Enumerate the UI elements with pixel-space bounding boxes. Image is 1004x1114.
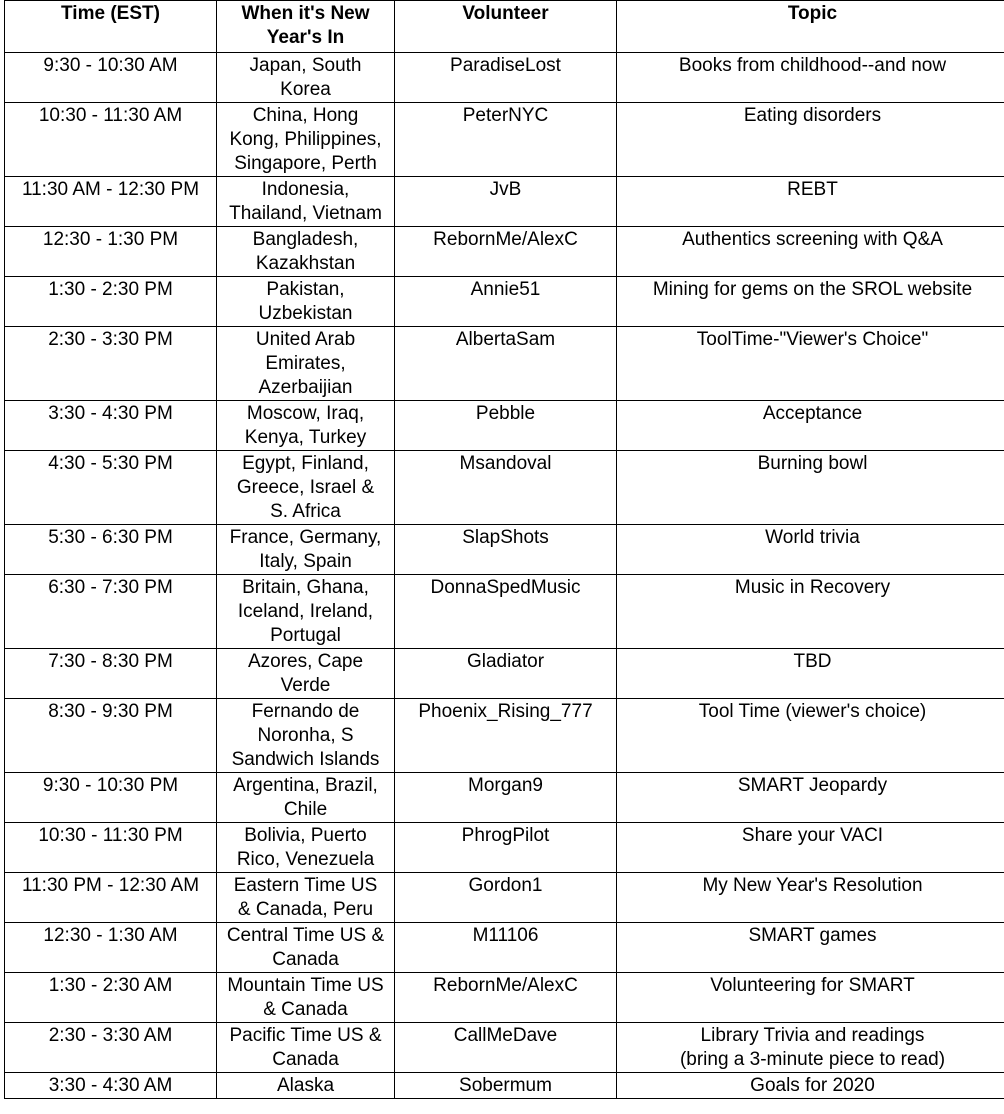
topic-cell: ToolTime-"Viewer's Choice"	[617, 327, 1004, 401]
time-cell: 6:30 - 7:30 PM	[5, 575, 217, 649]
volunteer-cell: Phoenix_Rising_777	[395, 699, 617, 773]
topic-cell: Books from childhood--and now	[617, 53, 1004, 103]
volunteer-cell: JvB	[395, 177, 617, 227]
time-cell: 3:30 - 4:30 AM	[5, 1073, 217, 1099]
topic-cell: SMART Jeopardy	[617, 773, 1004, 823]
table-row	[5, 973, 1004, 1023]
new-year-location-cell: Egypt, Finland, Greece, Israel & S. Africa	[217, 451, 395, 525]
time-cell: 12:30 - 1:30 PM	[5, 227, 217, 277]
new-year-location-cell: France, Germany, Italy, Spain	[217, 525, 395, 575]
table-row	[5, 923, 1004, 973]
header-new-year-location: When it's New Year's In	[217, 1, 395, 53]
topic-cell: Share your VACI	[617, 823, 1004, 873]
table-row	[5, 575, 1004, 649]
topic-cell: Acceptance	[617, 401, 1004, 451]
table-row	[5, 277, 1004, 327]
volunteer-cell: M11106	[395, 923, 617, 973]
new-year-location-cell: Moscow, Iraq, Kenya, Turkey	[217, 401, 395, 451]
new-year-location-cell: Mountain Time US & Canada	[217, 973, 395, 1023]
table-row	[5, 649, 1004, 699]
new-year-location-cell: Eastern Time US & Canada, Peru	[217, 873, 395, 923]
time-cell: 9:30 - 10:30 PM	[5, 773, 217, 823]
time-cell: 8:30 - 9:30 PM	[5, 699, 217, 773]
volunteer-cell: Msandoval	[395, 451, 617, 525]
volunteer-cell: Annie51	[395, 277, 617, 327]
table-row	[5, 773, 1004, 823]
topic-cell: My New Year's Resolution	[617, 873, 1004, 923]
time-cell: 10:30 - 11:30 PM	[5, 823, 217, 873]
topic-cell: Volunteering for SMART	[617, 973, 1004, 1023]
new-year-location-cell: Fernando de Noronha, S Sandwich Islands	[217, 699, 395, 773]
time-cell: 2:30 - 3:30 AM	[5, 1023, 217, 1073]
volunteer-cell: Gordon1	[395, 873, 617, 923]
volunteer-cell: DonnaSpedMusic	[395, 575, 617, 649]
topic-cell: Eating disorders	[617, 103, 1004, 177]
header-volunteer: Volunteer	[395, 1, 617, 53]
new-year-location-cell: Pacific Time US & Canada	[217, 1023, 395, 1073]
topic-cell: Library Trivia and readings (bring a 3-minute piece to read)	[617, 1023, 1004, 1073]
header-time: Time (EST)	[5, 1, 217, 53]
topic-cell: TBD	[617, 649, 1004, 699]
topic-cell: SMART games	[617, 923, 1004, 973]
schedule-table	[4, 0, 1004, 1099]
time-cell: 5:30 - 6:30 PM	[5, 525, 217, 575]
time-cell: 1:30 - 2:30 AM	[5, 973, 217, 1023]
time-cell: 7:30 - 8:30 PM	[5, 649, 217, 699]
header-row	[5, 1, 1004, 53]
table-row	[5, 525, 1004, 575]
new-year-location-cell: Bolivia, Puerto Rico, Venezuela	[217, 823, 395, 873]
topic-cell: Music in Recovery	[617, 575, 1004, 649]
topic-cell: Tool Time (viewer's choice)	[617, 699, 1004, 773]
new-year-location-cell: Central Time US & Canada	[217, 923, 395, 973]
table-row	[5, 699, 1004, 773]
volunteer-cell: Pebble	[395, 401, 617, 451]
new-year-location-cell: Bangladesh, Kazakhstan	[217, 227, 395, 277]
table-row	[5, 327, 1004, 401]
table-row	[5, 103, 1004, 177]
new-year-location-cell: Japan, South Korea	[217, 53, 395, 103]
volunteer-cell: Sobermum	[395, 1073, 617, 1099]
new-year-location-cell: Argentina, Brazil, Chile	[217, 773, 395, 823]
topic-cell: Burning bowl	[617, 451, 1004, 525]
topic-cell: Mining for gems on the SROL website	[617, 277, 1004, 327]
table-row	[5, 1023, 1004, 1073]
time-cell: 4:30 - 5:30 PM	[5, 451, 217, 525]
schedule-body	[5, 53, 1004, 1099]
time-cell: 3:30 - 4:30 PM	[5, 401, 217, 451]
table-row	[5, 451, 1004, 525]
topic-cell: REBT	[617, 177, 1004, 227]
volunteer-cell: RebornMe/AlexC	[395, 973, 617, 1023]
time-cell: 11:30 PM - 12:30 AM	[5, 873, 217, 923]
time-cell: 9:30 - 10:30 AM	[5, 53, 217, 103]
new-year-location-cell: Pakistan, Uzbekistan	[217, 277, 395, 327]
time-cell: 2:30 - 3:30 PM	[5, 327, 217, 401]
volunteer-cell: Gladiator	[395, 649, 617, 699]
table-row	[5, 823, 1004, 873]
topic-cell: Goals for 2020	[617, 1073, 1004, 1099]
time-cell: 1:30 - 2:30 PM	[5, 277, 217, 327]
volunteer-cell: SlapShots	[395, 525, 617, 575]
time-cell: 10:30 - 11:30 AM	[5, 103, 217, 177]
table-row	[5, 873, 1004, 923]
table-row	[5, 401, 1004, 451]
topic-cell: Authentics screening with Q&A	[617, 227, 1004, 277]
new-year-location-cell: Britain, Ghana, Iceland, Ireland, Portugal	[217, 575, 395, 649]
table-row	[5, 227, 1004, 277]
new-year-location-cell: United Arab Emirates, Azerbaijian	[217, 327, 395, 401]
table-row	[5, 177, 1004, 227]
volunteer-cell: PhrogPilot	[395, 823, 617, 873]
new-year-location-cell: Alaska	[217, 1073, 395, 1099]
header-topic: Topic	[617, 1, 1004, 53]
volunteer-cell: PeterNYC	[395, 103, 617, 177]
time-cell: 11:30 AM - 12:30 PM	[5, 177, 217, 227]
table-row	[5, 53, 1004, 103]
volunteer-cell: ParadiseLost	[395, 53, 617, 103]
volunteer-cell: CallMeDave	[395, 1023, 617, 1073]
new-year-location-cell: Indonesia, Thailand, Vietnam	[217, 177, 395, 227]
topic-cell: World trivia	[617, 525, 1004, 575]
new-year-location-cell: Azores, Cape Verde	[217, 649, 395, 699]
schedule-header	[5, 1, 1004, 53]
new-year-location-cell: China, Hong Kong, Philippines, Singapore, Perth	[217, 103, 395, 177]
time-cell: 12:30 - 1:30 AM	[5, 923, 217, 973]
volunteer-cell: Morgan9	[395, 773, 617, 823]
volunteer-cell: RebornMe/AlexC	[395, 227, 617, 277]
table-row	[5, 1073, 1004, 1099]
volunteer-cell: AlbertaSam	[395, 327, 617, 401]
